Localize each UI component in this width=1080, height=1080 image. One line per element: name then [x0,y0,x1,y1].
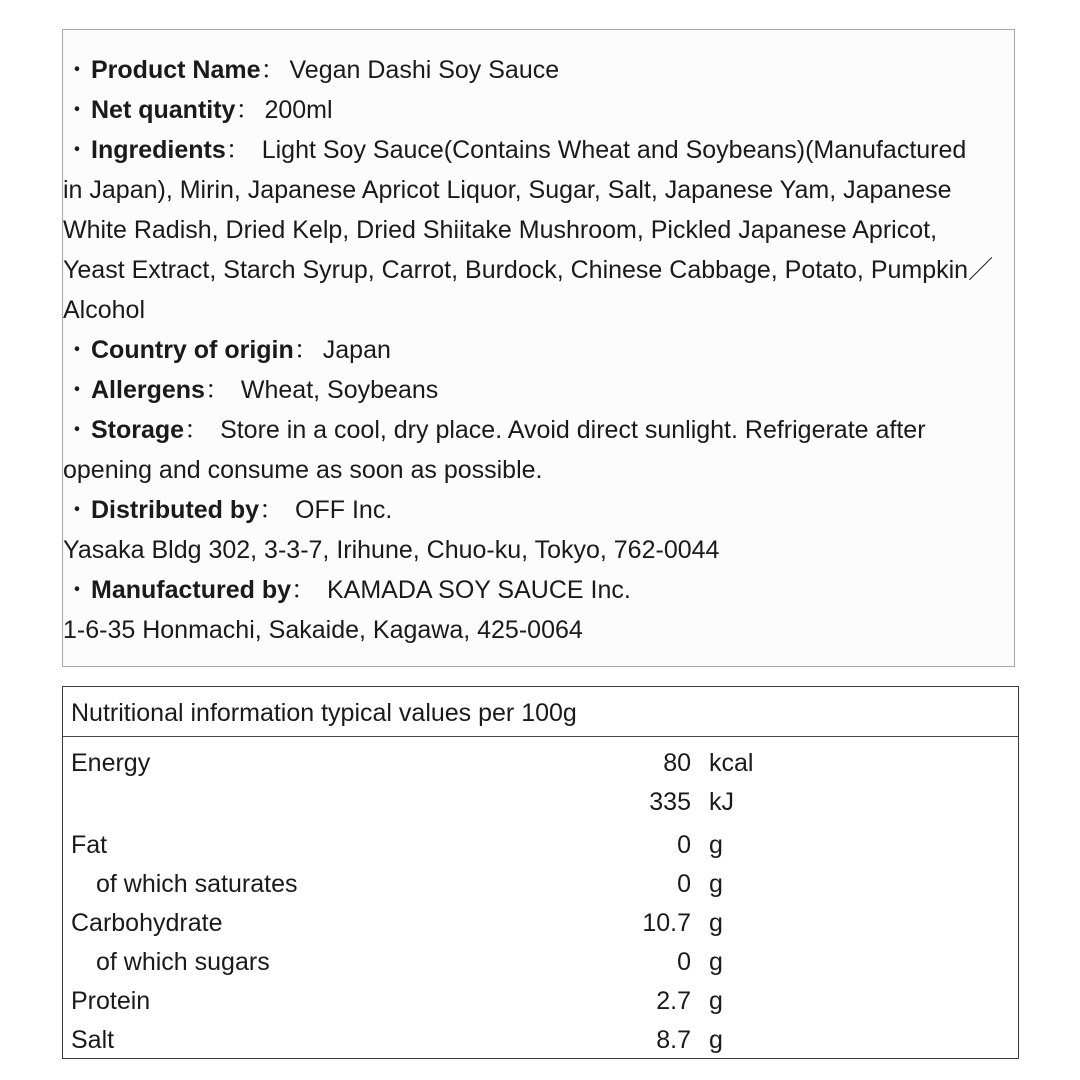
nutrient-unit: kcal [709,749,754,777]
nutrient-value: 10.7 [642,909,691,937]
nutrient-name: Salt [71,1026,115,1054]
nutrition-row-fat [63,825,1018,864]
manufactured-by-label: Manufactured by [91,576,292,604]
ingredients-label: Ingredients [91,136,226,164]
nutrient-name: of which saturates [96,870,298,898]
nutrient-value: 335 [649,788,691,816]
nutrition-table [62,686,1019,1059]
nutrient-name: Protein [71,987,151,1015]
nutrition-row-protein [63,981,1018,1020]
nutrient-name: Fat [71,831,108,859]
colon: ： [184,416,210,444]
product-name-label: Product Name [91,56,261,84]
nutrition-row-energy-kj [63,782,1018,821]
bullet-icon: ・ [64,336,90,364]
ingredients-text-2: in Japan), Mirin, Japanese Apricot Liquor, Sugar, Salt, Japanese Yam, Japanese [63,176,952,204]
colon: ： [259,496,285,524]
product-info-box [62,29,1015,667]
colon: ： [291,576,317,604]
nutrient-unit: g [709,1026,723,1054]
net-quantity-line [63,90,1014,130]
bullet-icon: ・ [64,576,90,604]
bullet-icon: ・ [64,496,90,524]
nutrient-value: 80 [663,749,691,777]
country-of-origin-label: Country of origin [91,336,294,364]
storage-text-2: opening and consume as soon as possible. [63,456,543,484]
nutrient-unit: kJ [709,788,734,816]
distributed-by-value: OFF Inc. [295,496,393,524]
nutrition-title: Nutritional information typical values per 100g [63,687,1018,737]
colon: ： [204,376,230,404]
nutrient-value: 0 [677,831,691,859]
nutrient-unit: g [709,948,723,976]
nutrient-value: 2.7 [656,987,691,1015]
nutrition-row-energy-kcal [63,743,1018,782]
nutrition-row-carbohydrate [63,903,1018,942]
colon: ： [225,136,251,164]
colon: ： [293,336,319,364]
nutrient-value: 8.7 [656,1026,691,1054]
product-name-line [63,50,1014,90]
distributed-by-line [63,490,1014,530]
bullet-icon: ・ [64,376,90,404]
distributor-address: Yasaka Bldg 302, 3-3-7, Irihune, Chuo-ku, Tokyo, 762-0044 [63,536,720,564]
manufacturer-address: 1-6-35 Honmachi, Sakaide, Kagawa, 425-0064 [63,616,583,644]
bullet-icon: ・ [64,416,90,444]
storage-text-1: Store in a cool, dry place. Avoid direct sunlight. Refrigerate after [220,416,926,444]
nutrient-unit: g [709,870,723,898]
nutrition-row-salt [63,1020,1018,1059]
ingredients-text-1: Light Soy Sauce(Contains Wheat and Soybeans)(Manufactured [261,136,967,164]
product-name-value: Vegan Dashi Soy Sauce [289,56,560,84]
storage-line [63,410,1014,450]
country-of-origin-value: Japan [322,336,391,364]
nutrient-unit: g [709,987,723,1015]
nutrient-unit: g [709,831,723,859]
allergens-label: Allergens [91,376,205,404]
ingredients-text-3: White Radish, Dried Kelp, Dried Shiitake Mushroom, Pickled Japanese Apricot, [63,216,938,244]
net-quantity-label: Net quantity [91,96,236,124]
nutrient-name: Energy [71,749,151,777]
allergens-value: Wheat, Soybeans [240,376,439,404]
manufactured-by-line [63,570,1014,610]
bullet-icon: ・ [64,136,90,164]
nutrient-name: Carbohydrate [71,909,223,937]
bullet-icon: ・ [64,96,90,124]
nutrient-name: of which sugars [96,948,270,976]
nutrient-unit: g [709,909,723,937]
nutrition-row-sugars [63,942,1018,981]
allergens-line [63,370,1014,410]
ingredients-line [63,130,1014,170]
storage-label: Storage [91,416,185,444]
ingredients-text-5: Alcohol [63,296,145,324]
nutrition-row-saturates [63,864,1018,903]
net-quantity-value: 200ml [264,96,333,124]
colon: ： [235,96,261,124]
bullet-icon: ・ [64,56,90,84]
ingredients-text-4: Yeast Extract, Starch Syrup, Carrot, Burdock, Chinese Cabbage, Potato, Pumpkin／ [63,256,994,284]
nutrient-value: 0 [677,948,691,976]
distributed-by-label: Distributed by [91,496,260,524]
nutrient-value: 0 [677,870,691,898]
colon: ： [260,56,286,84]
manufactured-by-value: KAMADA SOY SAUCE Inc. [327,576,631,604]
country-of-origin-line [63,330,1014,370]
